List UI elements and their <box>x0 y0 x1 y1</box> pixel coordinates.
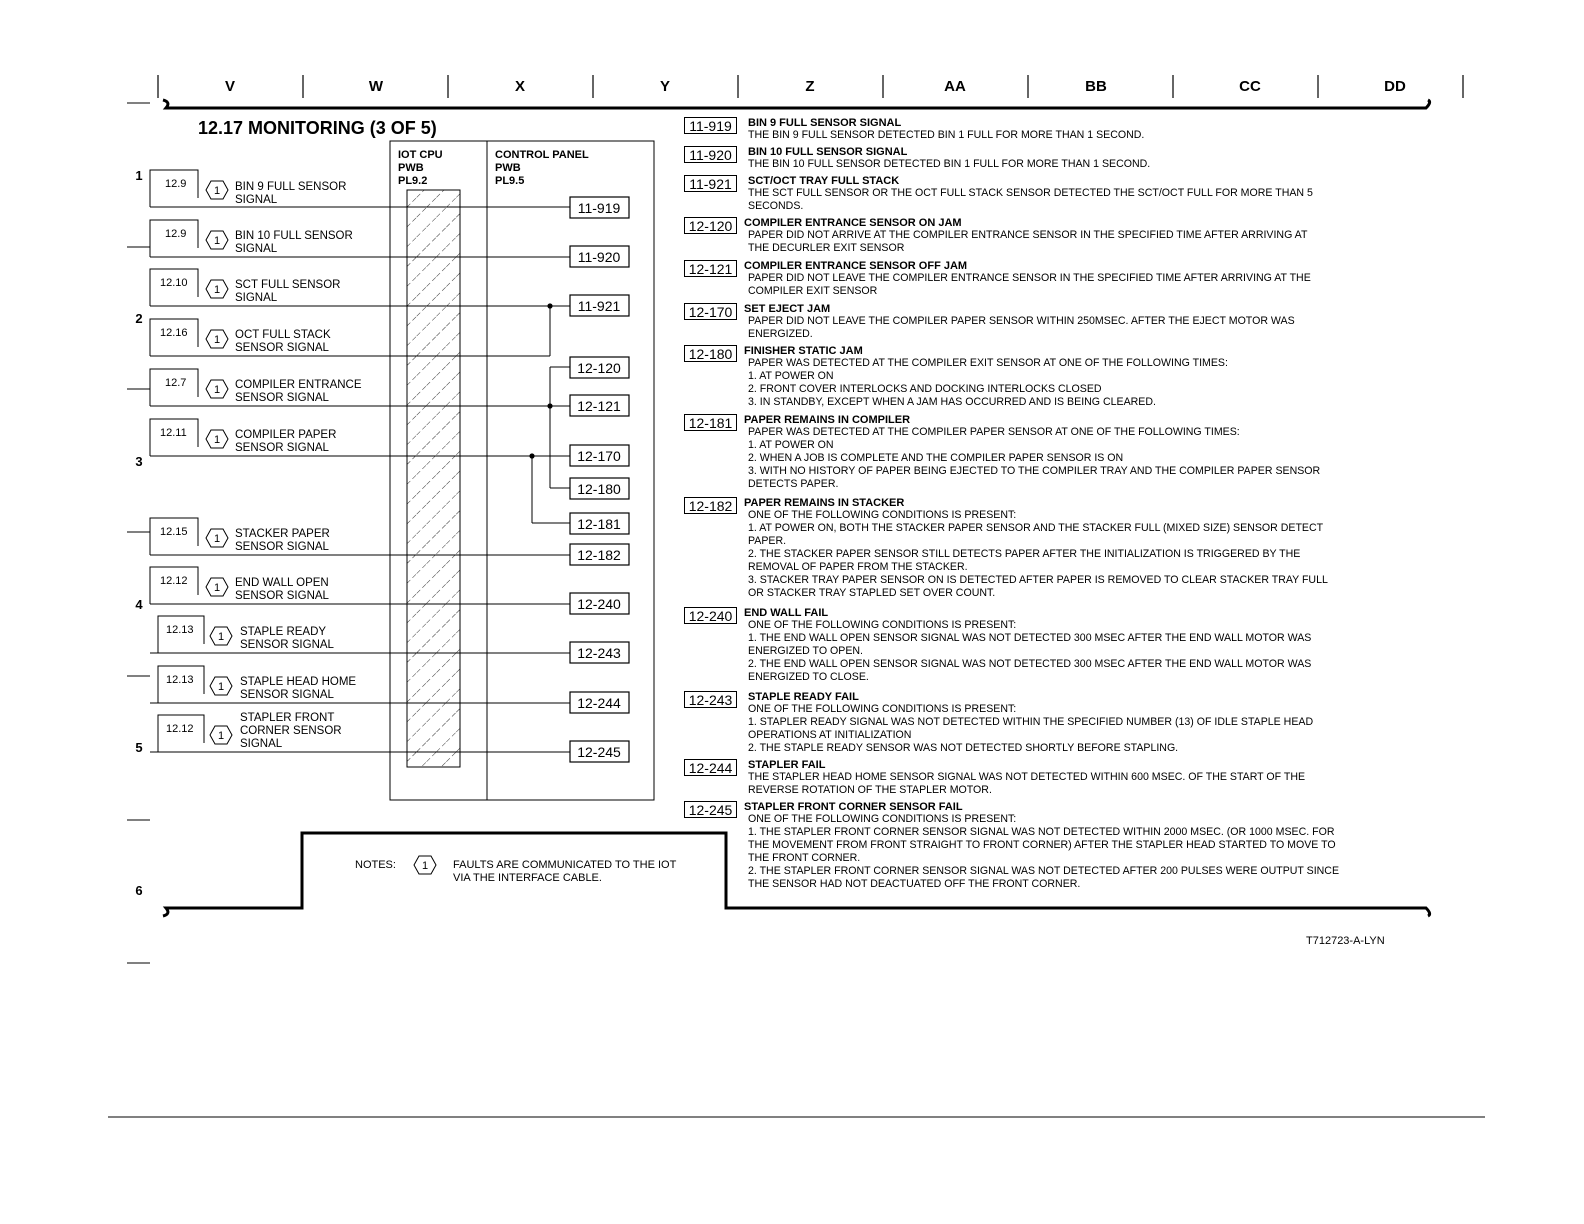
signal-input <box>150 220 570 257</box>
signal-label: BIN 9 FULL SENSOR <box>235 181 347 193</box>
signal-label: SENSOR SIGNAL <box>235 342 329 354</box>
note-marker: 1 <box>213 334 221 346</box>
note-marker: 1 <box>213 434 221 446</box>
note-marker: 1 <box>421 860 429 872</box>
fault-title: COMPILER ENTRANCE SENSOR OFF JAM <box>744 260 968 272</box>
fault-code: 12-170 <box>684 303 737 320</box>
fault-line: OPERATIONS AT INITIALIZATION <box>748 729 912 741</box>
page-title: 12.17 MONITORING (3 OF 5) <box>198 118 437 138</box>
fault-title: STAPLER FRONT CORNER SENSOR FAIL <box>744 801 963 813</box>
col-label: Y <box>659 78 671 95</box>
fault-line: 1. AT POWER ON <box>748 439 834 451</box>
fault-line: 2. WHEN A JOB IS COMPLETE AND THE COMPILER PAPER SENSOR IS ON <box>748 452 1124 464</box>
fault-title: SCT/OCT TRAY FULL STACK <box>748 175 900 187</box>
signal-label: SIGNAL <box>235 194 278 206</box>
signal-label: STAPLE READY <box>240 626 327 638</box>
signal-label: STAPLER FRONT <box>240 712 335 724</box>
fault-code: 12-182 <box>684 497 737 514</box>
signal-label: SENSOR SIGNAL <box>235 392 329 404</box>
fault-description <box>748 158 1418 171</box>
signal-label: COMPILER PAPER <box>235 429 337 441</box>
fault-line: THE SENSOR HAD NOT DEACTUATED OFF THE FRONT CORNER. <box>748 878 1081 890</box>
row-label: 2 <box>135 311 143 326</box>
signal-input <box>150 269 570 306</box>
row-label: 6 <box>135 883 143 898</box>
output-code: 12-243 <box>577 645 621 661</box>
notes-block <box>355 856 677 884</box>
fault-line: ONE OF THE FOLLOWING CONDITIONS IS PRESENT: <box>748 509 1017 521</box>
col-label: V <box>224 78 236 95</box>
signal-ref: 12.10 <box>160 277 188 289</box>
signal-label: SENSOR SIGNAL <box>240 639 334 651</box>
fault-line: DETECTS PAPER. <box>748 478 839 490</box>
fault-line: 1. THE STAPLER FRONT CORNER SENSOR SIGNAL WAS NOT DETECTED WITHIN 2000 MSEC. (OR 1000 MSEC. FOR <box>748 826 1335 838</box>
iot-board-label: PWB <box>398 162 424 174</box>
fault-code: 11-920 <box>684 146 737 163</box>
iot-board-label: IOT CPU <box>398 149 443 161</box>
fault-line: THE DECURLER EXIT SENSOR <box>748 242 905 254</box>
fault-code: 11-921 <box>684 175 737 192</box>
fault-description <box>748 703 1418 755</box>
signal-input <box>150 419 570 456</box>
col-label: AA <box>944 78 966 95</box>
fault-code: 12-244 <box>684 759 737 776</box>
note-marker: 1 <box>213 185 221 197</box>
fault-line: ENERGIZED. <box>748 328 813 340</box>
signal-label: SENSOR SIGNAL <box>235 541 329 553</box>
fault-line: ONE OF THE FOLLOWING CONDITIONS IS PRESENT: <box>748 813 1017 825</box>
fault-code: 12-121 <box>684 260 737 277</box>
fault-line: REMOVAL OF PAPER FROM THE STACKER. <box>748 561 968 573</box>
fault-code: 12-120 <box>684 217 737 234</box>
fault-description <box>748 357 1418 409</box>
notes-label: NOTES: <box>355 859 396 871</box>
fault-title: STAPLER FAIL <box>748 759 826 771</box>
fault-title: FINISHER STATIC JAM <box>744 345 863 357</box>
fault-title: COMPILER ENTRANCE SENSOR ON JAM <box>744 217 962 229</box>
signal-label: SIGNAL <box>235 243 278 255</box>
signal-inputs <box>150 170 570 752</box>
output-code: 12-181 <box>577 516 621 532</box>
signal-input <box>150 518 570 555</box>
row-label: 1 <box>135 168 143 183</box>
fault-code: 12-245 <box>684 801 737 818</box>
note-marker: 1 <box>217 730 225 742</box>
note-text: VIA THE INTERFACE CABLE. <box>453 872 602 884</box>
note-marker: 1 <box>213 533 221 545</box>
signal-ref: 12.9 <box>165 228 187 240</box>
fault-line: THE BIN 9 FULL SENSOR DETECTED BIN 1 FULL FOR MORE THAN 1 SECOND. <box>748 129 1145 141</box>
signal-label: CORNER SENSOR <box>240 725 342 737</box>
signal-label: STACKER PAPER <box>235 528 330 540</box>
fault-code: 12-240 <box>684 607 737 624</box>
fault-description <box>748 129 1418 142</box>
fault-line: SECONDS. <box>748 200 804 212</box>
junction-dot <box>547 403 552 408</box>
fault-line: ENERGIZED TO OPEN. <box>748 645 863 657</box>
fault-line: 1. STAPLER READY SIGNAL WAS NOT DETECTED WITHIN THE SPECIFIED NUMBER (13) OF IDLE STAPLE HEAD <box>748 716 1314 728</box>
fault-title: BIN 9 FULL SENSOR SIGNAL <box>748 117 902 129</box>
fault-description <box>748 509 1418 600</box>
iot-hatched-block <box>407 190 460 767</box>
output-code: 12-182 <box>577 547 621 563</box>
fault-code: 11-919 <box>684 117 737 134</box>
note-marker: 1 <box>217 681 225 693</box>
fault-line: THE STAPLER HEAD HOME SENSOR SIGNAL WAS NOT DETECTED WITHIN 600 MSEC. OF THE START OF THE <box>748 771 1306 783</box>
fault-line: 3. WITH NO HISTORY OF PAPER BEING EJECTED TO THE COMPILER TRAY AND THE COMPILER PAPER SENSOR <box>748 465 1321 477</box>
output-code: 12-120 <box>577 360 621 376</box>
signal-input <box>150 666 570 703</box>
output-code: 12-121 <box>577 398 621 414</box>
fault-line: PAPER DID NOT LEAVE THE COMPILER PAPER SENSOR WITHIN 250MSEC. AFTER THE EJECT MOTOR WAS <box>748 315 1295 327</box>
signal-label: SENSOR SIGNAL <box>240 689 334 701</box>
fault-line: 2. THE END WALL OPEN SENSOR SIGNAL WAS NOT DETECTED 300 MSEC AFTER THE END WALL MOTOR WAS <box>748 658 1312 670</box>
fault-title: PAPER REMAINS IN STACKER <box>744 497 905 509</box>
output-code: 12-245 <box>577 744 621 760</box>
output-code: 11-921 <box>577 298 621 314</box>
fault-line: ONE OF THE FOLLOWING CONDITIONS IS PRESENT: <box>748 619 1017 631</box>
fault-line: 3. IN STANDBY, EXCEPT WHEN A JAM HAS OCCURRED AND IS BEING CLEARED. <box>748 396 1156 408</box>
panel-board-label: PL9.5 <box>495 175 525 187</box>
fault-line: 1. AT POWER ON <box>748 370 834 382</box>
signal-label: SENSOR SIGNAL <box>235 442 329 454</box>
row-label: 5 <box>135 740 143 755</box>
note-marker: 1 <box>213 235 221 247</box>
col-label: BB <box>1085 78 1107 95</box>
fault-line: OR STACKER TRAY STAPLED SET OVER COUNT. <box>748 587 996 599</box>
signal-label: SIGNAL <box>235 292 278 304</box>
col-label: CC <box>1239 78 1261 95</box>
fault-code: 12-181 <box>684 414 737 431</box>
signal-input <box>150 369 570 406</box>
fault-line: 2. THE STACKER PAPER SENSOR STILL DETECTS PAPER AFTER THE INITIALIZATION IS TRIGGERED BY THE <box>748 548 1301 560</box>
output-code: 12-240 <box>577 596 621 612</box>
fault-line: 1. THE END WALL OPEN SENSOR SIGNAL WAS NOT DETECTED 300 MSEC AFTER THE END WALL MOTOR WAS <box>748 632 1312 644</box>
note-marker: 1 <box>213 384 221 396</box>
fault-title: END WALL FAIL <box>744 607 829 619</box>
note-marker: 1 <box>213 582 221 594</box>
fault-line: THE FRONT CORNER. <box>748 852 861 864</box>
fault-description <box>748 619 1418 684</box>
fault-line: COMPILER EXIT SENSOR <box>748 285 878 297</box>
col-label: Z <box>805 78 815 95</box>
fault-description <box>748 813 1418 891</box>
signal-ref: 12.11 <box>160 427 187 439</box>
fault-line: ONE OF THE FOLLOWING CONDITIONS IS PRESENT: <box>748 703 1017 715</box>
column-grid <box>158 75 1463 98</box>
row-label: 4 <box>135 597 143 612</box>
fault-title: BIN 10 FULL SENSOR SIGNAL <box>748 146 908 158</box>
output-code: 11-920 <box>577 249 621 265</box>
output-codes <box>570 197 629 762</box>
signal-ref: 12.13 <box>166 674 194 686</box>
signal-input <box>150 567 570 604</box>
signal-label: SENSOR SIGNAL <box>235 590 329 602</box>
col-label: X <box>514 78 526 95</box>
signal-label: BIN 10 FULL SENSOR <box>235 230 353 242</box>
fault-line: 1. AT POWER ON, BOTH THE STACKER PAPER SENSOR AND THE STACKER FULL (MIXED SIZE) SENSOR DETECT <box>748 522 1324 534</box>
junction-wires <box>529 303 570 523</box>
signal-ref: 12.12 <box>160 575 188 587</box>
junction-dot <box>529 453 534 458</box>
fault-title: PAPER REMAINS IN COMPILER <box>744 414 911 426</box>
fault-line: THE SCT FULL SENSOR OR THE OCT FULL STACK SENSOR DETECTED THE SCT/OCT FULL FOR MORE THAN 5 <box>748 187 1313 199</box>
fault-description <box>748 315 1418 341</box>
fault-code: 12-243 <box>684 691 737 708</box>
signal-input <box>150 712 570 752</box>
note-marker: 1 <box>217 631 225 643</box>
signal-ref: 12.9 <box>165 178 187 190</box>
signal-input <box>150 616 570 653</box>
panel-board-label: PWB <box>495 162 521 174</box>
note-text: FAULTS ARE COMMUNICATED TO THE IOT <box>453 859 677 871</box>
signal-ref: 12.7 <box>165 377 187 389</box>
fault-title: SET EJECT JAM <box>744 303 831 315</box>
row-grid <box>127 103 150 963</box>
output-code: 11-919 <box>577 200 621 216</box>
signal-label: COMPILER ENTRANCE <box>235 379 362 391</box>
fault-line: PAPER WAS DETECTED AT THE COMPILER EXIT SENSOR AT ONE OF THE FOLLOWING TIMES: <box>748 357 1228 369</box>
fault-line: 3. STACKER TRAY PAPER SENSOR ON IS DETECTED AFTER PAPER IS REMOVED TO CLEAR STACKER TRAY FULL <box>748 574 1328 586</box>
fault-line: PAPER. <box>748 535 787 547</box>
fault-line: PAPER DID NOT LEAVE THE COMPILER ENTRANCE SENSOR IN THE SPECIFIED TIME AFTER ARRIVING AT THE <box>748 272 1311 284</box>
signal-label: SCT FULL SENSOR <box>235 279 341 291</box>
fault-line: THE MOVEMENT FROM FRONT STRAIGHT TO FRONT CORNER) AFTER THE STAPLER HEAD STARTED TO MOVE TO <box>748 839 1336 851</box>
output-code: 12-244 <box>577 695 621 711</box>
signal-ref: 12.16 <box>160 327 188 339</box>
signal-input <box>150 319 550 356</box>
fault-line: PAPER WAS DETECTED AT THE COMPILER PAPER SENSOR AT ONE OF THE FOLLOWING TIMES: <box>748 426 1240 438</box>
top-border-line <box>163 100 1430 108</box>
fault-description <box>748 426 1418 491</box>
signal-label: SIGNAL <box>240 738 283 750</box>
fault-description <box>748 771 1418 797</box>
fault-line: 2. FRONT COVER INTERLOCKS AND DOCKING INTERLOCKS CLOSED <box>748 383 1102 395</box>
fault-line: 2. THE STAPLER FRONT CORNER SENSOR SIGNAL WAS NOT DETECTED AFTER 200 PULSES WERE OUTPUT SINCE <box>748 865 1340 877</box>
signal-ref: 12.12 <box>166 723 194 735</box>
signal-ref: 12.15 <box>160 526 188 538</box>
document-id: T712723-A-LYN <box>1306 935 1385 947</box>
signal-label: END WALL OPEN <box>235 577 329 589</box>
fault-line: THE BIN 10 FULL SENSOR DETECTED BIN 1 FULL FOR MORE THAN 1 SECOND. <box>748 158 1151 170</box>
fault-description <box>748 187 1418 213</box>
fault-description <box>748 272 1418 298</box>
fault-line: PAPER DID NOT ARRIVE AT THE COMPILER ENTRANCE SENSOR IN THE SPECIFIED TIME AFTER ARRIVING AT <box>748 229 1308 241</box>
iot-board-label: PL9.2 <box>398 175 428 187</box>
output-code: 12-180 <box>577 481 621 497</box>
fault-description <box>748 229 1418 255</box>
panel-board-label: CONTROL PANEL <box>495 149 589 161</box>
junction-dot <box>547 303 552 308</box>
fault-line: REVERSE ROTATION OF THE STAPLER MOTOR. <box>748 784 992 796</box>
fault-code: 12-180 <box>684 345 737 362</box>
signal-ref: 12.13 <box>166 624 194 636</box>
col-label: DD <box>1384 78 1406 95</box>
fault-title: STAPLE READY FAIL <box>748 691 859 703</box>
col-label: W <box>368 78 384 95</box>
fault-line: ENERGIZED TO CLOSE. <box>748 671 869 683</box>
output-code: 12-170 <box>577 448 621 464</box>
signal-label: STAPLE HEAD HOME <box>240 676 357 688</box>
row-label: 3 <box>135 454 143 469</box>
signal-label: OCT FULL STACK <box>235 329 331 341</box>
note-marker: 1 <box>213 284 221 296</box>
fault-line: 2. THE STAPLE READY SENSOR WAS NOT DETECTED SHORTLY BEFORE STAPLING. <box>748 742 1179 754</box>
